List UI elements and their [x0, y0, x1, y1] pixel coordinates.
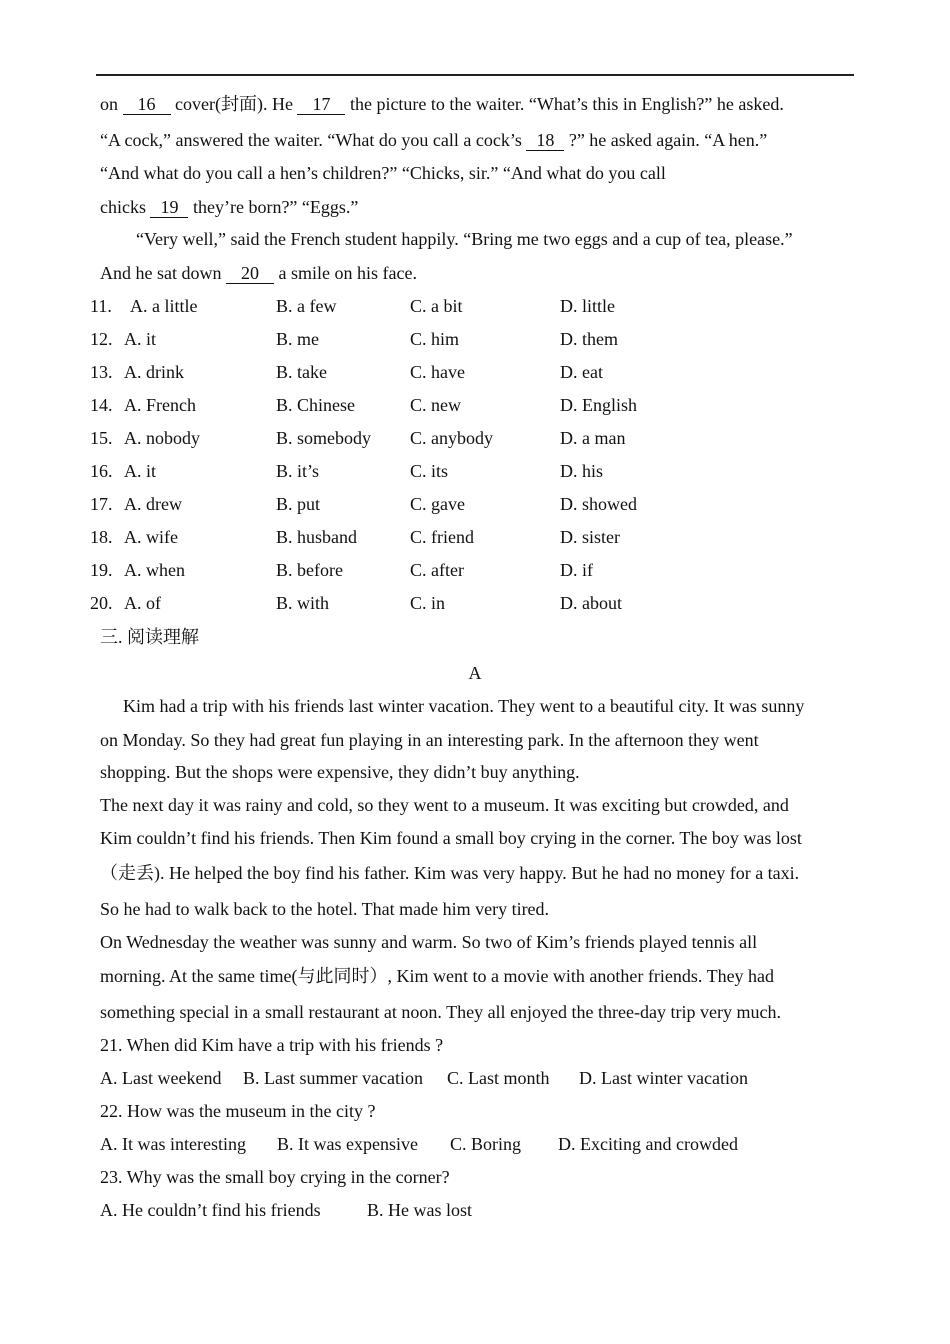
option-row-18	[90, 525, 850, 549]
option-a: A. wife	[124, 527, 178, 547]
option-c: C. after	[410, 560, 464, 580]
option-row-16	[90, 459, 850, 483]
blank-20: 20	[226, 263, 274, 284]
option-row-17	[90, 492, 850, 516]
question-number: 15.	[90, 428, 113, 448]
q23-option-b: B. He was lost	[367, 1200, 472, 1220]
passage-line-1	[100, 92, 784, 116]
option-c: C. have	[410, 362, 465, 382]
option-b: B. put	[276, 494, 321, 514]
passage-line-4	[100, 195, 358, 219]
option-b: B. somebody	[276, 428, 372, 448]
passage-text: And he sat down	[100, 263, 226, 283]
question-number: 17.	[90, 494, 113, 514]
option-row-19	[90, 558, 850, 582]
question-number: 20.	[90, 593, 113, 613]
option-a: A. a little	[130, 296, 198, 316]
option-c: C. its	[410, 461, 449, 481]
option-b: B. before	[276, 560, 343, 580]
option-c: C. in	[410, 593, 446, 613]
question-number: 13.	[90, 362, 113, 382]
reading-line: something special in a small restaurant at noon. They all enjoyed the three-day trip very much.	[100, 1002, 781, 1022]
reading-line: Kim couldn’t find his friends. Then Kim found a small boy crying in the corner. The boy was lost	[100, 828, 802, 848]
passage-text: ?” he asked again. “A hen.”	[564, 130, 768, 150]
blank-17: 17	[297, 94, 345, 115]
reading-line: Kim had a trip with his friends last winter vacation. They went to a beautiful city. It was sunny	[123, 696, 805, 716]
reading-line: shopping. But the shops were expensive, they didn’t buy anything.	[100, 762, 580, 782]
option-b: B. husband	[276, 527, 357, 547]
reading-line: The next day it was rainy and cold, so they went to a museum. It was exciting but crowded, and	[100, 795, 789, 815]
blank-18: 18	[526, 130, 564, 151]
option-d: D. if	[560, 560, 593, 580]
option-d: D. showed	[560, 494, 637, 514]
question-22: 22. How was the museum in the city ?	[100, 1101, 376, 1121]
option-b: B. it’s	[276, 461, 320, 481]
option-d: D. about	[560, 593, 622, 613]
option-row-11	[90, 294, 850, 318]
q21-option-c: C. Last month	[447, 1068, 550, 1088]
passage-line-3: “And what do you call a hen’s children?” “Chicks, sir.” “And what do you call	[100, 163, 666, 183]
passage-letter: A	[468, 663, 482, 683]
option-c: C. gave	[410, 494, 465, 514]
question-number: 12.	[90, 329, 113, 349]
option-a: A. nobody	[124, 428, 200, 448]
passage-text: a smile on his face.	[273, 263, 417, 283]
option-a: A. drew	[124, 494, 182, 514]
option-d: D. a man	[560, 428, 626, 448]
option-b: B. take	[276, 362, 327, 382]
option-c: C. friend	[410, 527, 474, 547]
q22-option-c: C. Boring	[450, 1134, 522, 1154]
option-row-15	[90, 426, 850, 450]
blank-16: 16	[123, 94, 171, 115]
option-b: B. me	[276, 329, 319, 349]
option-d: D. English	[560, 395, 638, 415]
reading-line: （走丢). He helped the boy find his father. Kim was very happy. But he had no money for a taxi.	[100, 863, 800, 883]
q22-option-b: B. It was expensive	[277, 1134, 418, 1154]
question-21: 21. When did Kim have a trip with his friends ?	[100, 1035, 444, 1055]
reading-line: On Wednesday the weather was sunny and warm. So two of Kim’s friends played tennis all	[100, 932, 758, 952]
option-a: A. when	[124, 560, 185, 580]
reading-line: morning. At the same time(与此同时）, Kim went to a movie with another friends. They had	[100, 966, 775, 986]
option-d: D. his	[560, 461, 604, 481]
passage-text: chicks	[100, 197, 151, 217]
option-d: D. sister	[560, 527, 620, 547]
q21-option-d: D. Last winter vacation	[579, 1068, 748, 1088]
option-a: A. it	[124, 461, 157, 481]
option-d: D. them	[560, 329, 618, 349]
question-number: 11.	[90, 296, 112, 316]
option-a: A. drink	[124, 362, 184, 382]
passage-line-5: “Very well,” said the French student happily. “Bring me two eggs and a cup of tea, please.”	[136, 229, 793, 249]
question-23: 23. Why was the small boy crying in the corner?	[100, 1167, 450, 1187]
top-rule	[96, 74, 854, 76]
question-number: 19.	[90, 560, 113, 580]
passage-text: the picture to the waiter. “What’s this in English?” he asked.	[345, 94, 784, 114]
passage-text: cover(封面). He	[170, 94, 298, 114]
option-b: B. with	[276, 593, 330, 613]
passage-text: “A cock,” answered the waiter. “What do you call a cock’s	[100, 130, 527, 150]
option-a: A. French	[124, 395, 196, 415]
option-c: C. a bit	[410, 296, 463, 316]
option-d: D. eat	[560, 362, 603, 382]
reading-line: So he had to walk back to the hotel. That made him very tired.	[100, 899, 550, 919]
passage-text: on	[100, 94, 123, 114]
passage-text: they’re born?” “Eggs.”	[188, 197, 359, 217]
option-c: C. him	[410, 329, 460, 349]
option-b: B. a few	[276, 296, 337, 316]
option-c: C. new	[410, 395, 461, 415]
passage-line-6	[100, 261, 417, 285]
option-c: C. anybody	[410, 428, 493, 448]
question-number: 14.	[90, 395, 113, 415]
q22-option-a: A. It was interesting	[100, 1134, 246, 1154]
option-a: A. it	[124, 329, 157, 349]
option-row-20	[90, 591, 850, 615]
passage-line-2	[100, 128, 767, 152]
option-a: A. of	[124, 593, 161, 613]
option-b: B. Chinese	[276, 395, 355, 415]
option-row-14	[90, 393, 850, 417]
q22-option-d: D. Exciting and crowded	[558, 1134, 738, 1154]
q21-option-b: B. Last summer vacation	[243, 1068, 423, 1088]
q23-option-a: A. He couldn’t find his friends	[100, 1200, 321, 1220]
blank-19: 19	[150, 197, 188, 218]
reading-line: on Monday. So they had great fun playing in an interesting park. In the afternoon they went	[100, 730, 759, 750]
option-d: D. little	[560, 296, 615, 316]
question-number: 18.	[90, 527, 113, 547]
q21-option-a: A. Last weekend	[100, 1068, 222, 1088]
option-row-12	[90, 327, 850, 351]
question-number: 16.	[90, 461, 113, 481]
section-heading: 三. 阅读理解	[100, 627, 199, 647]
option-row-13	[90, 360, 850, 384]
